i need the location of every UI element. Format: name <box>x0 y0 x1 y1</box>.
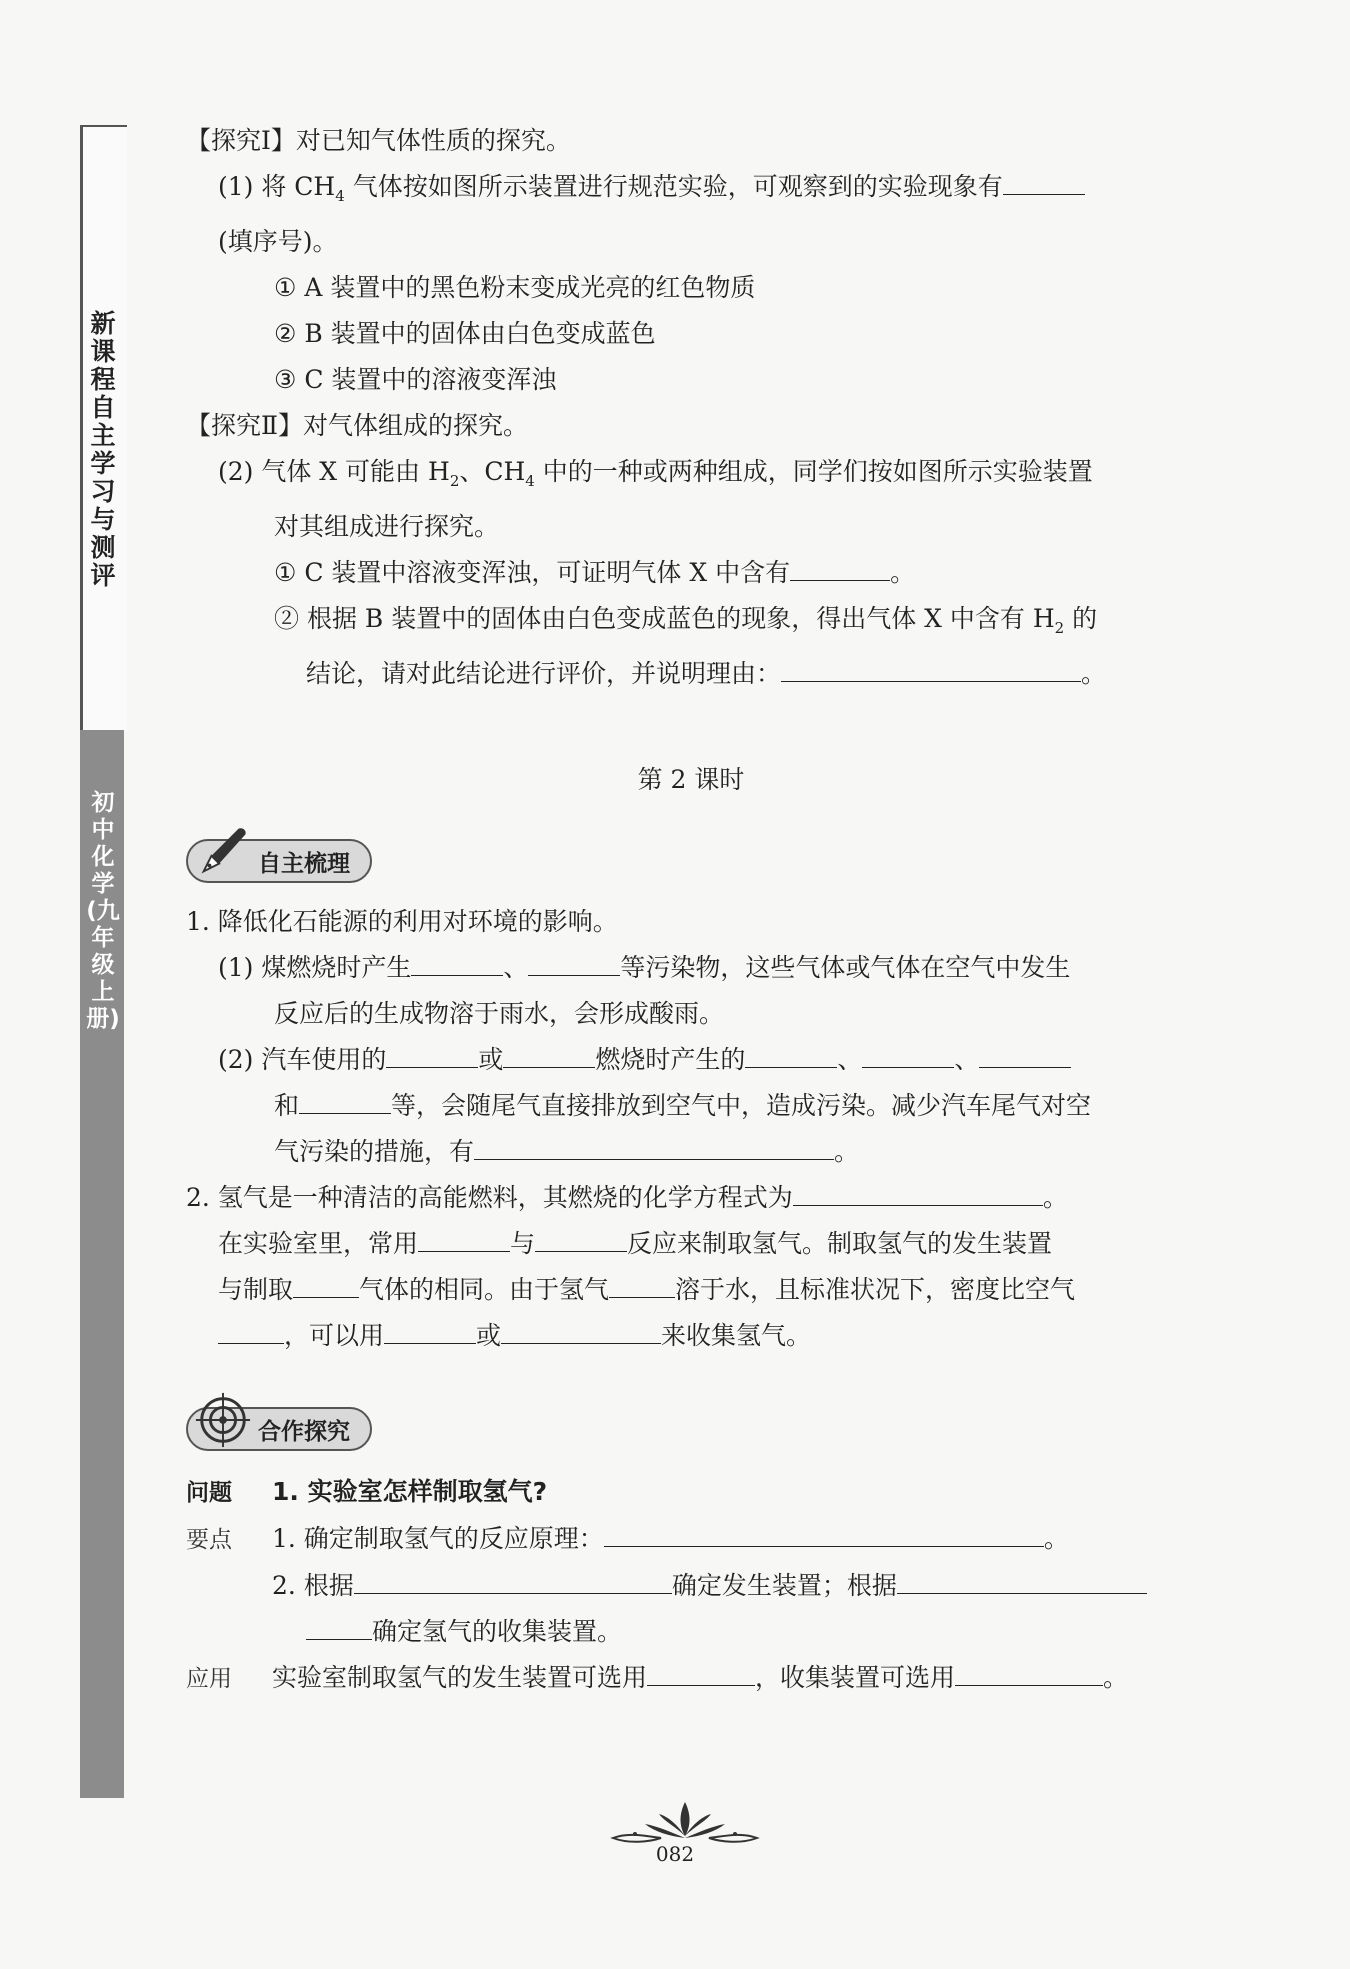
sidebar-subject-label: 初中化学(九年级上册) <box>86 790 120 1032</box>
question-2-option-1: ① C 装置中溶液变浑浊，可证明气体 X 中含有 。 <box>186 550 1196 596</box>
answer-blank[interactable] <box>647 1655 755 1686</box>
question-1-line2: (填序号)。 <box>218 227 338 256</box>
question-2: (2) 气体 X 可能由 $H_2$、$CH_4$ 中的一种或两种组成，同学们按如图所示实验装置 <box>218 457 1093 490</box>
answer-blank[interactable] <box>306 1609 372 1640</box>
answer-blank[interactable] <box>501 1313 661 1344</box>
answer-blank[interactable] <box>793 1175 1043 1206</box>
answer-blank[interactable] <box>418 1221 510 1252</box>
question-heading: 问题 1. 实验室怎样制取氢气? <box>186 1477 548 1506</box>
answer-blank[interactable] <box>790 550 890 581</box>
inquiry1-title: 【探究Ⅰ】对已知气体性质的探究。 <box>186 126 571 155</box>
question-1: (1) 将 $CH_4$ 气体按如图所示装置进行规范实验，可观察到的实验现象有 <box>186 164 1196 219</box>
item-1-1-line2: 反应后的生成物溶于雨水，会形成酸雨。 <box>274 999 725 1028</box>
item-2-line3: 与制取 气体的相同。由于氢气 溶于水，且标准状况下，密度比空气 <box>186 1267 1196 1313</box>
answer-blank[interactable] <box>386 1037 478 1068</box>
item-1-2-line2: 和 等，会随尾气直接排放到空气中，造成污染。减少汽车尾气对空 <box>186 1083 1196 1129</box>
answer-blank[interactable] <box>609 1267 675 1298</box>
item-2: 2. 氢气是一种清洁的高能燃料，其燃烧的化学方程式为 。 <box>186 1175 1196 1221</box>
question-2-line2: 对其组成进行探究。 <box>274 512 500 541</box>
item-2-line4: ，可以用 或 来收集氢气。 <box>186 1313 1196 1359</box>
answer-blank[interactable] <box>979 1037 1071 1068</box>
key-point-2-line2: 确定氢气的收集装置。 <box>186 1609 1196 1655</box>
answer-blank[interactable] <box>604 1516 1044 1547</box>
answer-blank[interactable] <box>781 651 1081 682</box>
inquiry2-title: 【探究Ⅱ】对气体组成的探究。 <box>186 411 528 440</box>
answer-blank[interactable] <box>384 1313 476 1344</box>
question-2-option-2-line2: 结论，请对此结论进行评价，并说明理由： 。 <box>186 651 1196 697</box>
answer-blank[interactable] <box>528 945 620 976</box>
question-2-option-2: ② 根据 B 装置中的固体由白色变成蓝色的现象，得出气体 X 中含有 $H_2$ 的 <box>274 604 1098 637</box>
answer-blank[interactable] <box>745 1037 837 1068</box>
target-icon <box>194 1391 252 1449</box>
answer-blank[interactable] <box>218 1313 284 1344</box>
option-3: ③ C 装置中的溶液变浑浊 <box>274 365 557 394</box>
item-1-1: (1) 煤燃烧时产生 、 等污染物，这些气体或气体在空气中发生 <box>186 945 1196 991</box>
answer-blank[interactable] <box>897 1563 1147 1594</box>
item-1-2-line3: 气污染的措施，有 。 <box>186 1129 1196 1175</box>
pen-icon <box>194 823 252 881</box>
item-2-line2: 在实验室里，常用 与 反应来制取氢气。制取氢气的发生装置 <box>186 1221 1196 1267</box>
answer-blank[interactable] <box>354 1563 672 1594</box>
sidebar-book-title: 新课程自主学习与测评 <box>90 309 116 590</box>
answer-blank[interactable] <box>411 945 503 976</box>
application: 应用 实验室制取氢气的发生装置可选用 ，收集装置可选用 。 <box>186 1655 1196 1702</box>
answer-blank[interactable] <box>299 1083 391 1114</box>
lesson-title: 第 2 课时 <box>637 765 745 794</box>
answer-blank[interactable] <box>1003 164 1085 195</box>
answer-blank[interactable] <box>862 1037 954 1068</box>
page-number: 082 <box>655 1842 695 1866</box>
page-content <box>186 118 1196 1702</box>
key-point-1: 要点 1. 确定制取氢气的反应原理： 。 <box>186 1516 1196 1563</box>
item-1: 1. 降低化石能源的利用对环境的影响。 <box>186 907 618 936</box>
answer-blank[interactable] <box>955 1655 1103 1686</box>
section-header-self-study: 自主梳理 <box>186 839 372 883</box>
answer-blank[interactable] <box>503 1037 595 1068</box>
item-1-2: (2) 汽车使用的 或 燃烧时产生的 、 、 <box>186 1037 1196 1083</box>
option-2: ② B 装置中的固体由白色变成蓝色 <box>274 319 656 348</box>
option-1: ① A 装置中的黑色粉末变成光亮的红色物质 <box>274 273 756 302</box>
answer-blank[interactable] <box>474 1129 834 1160</box>
key-point-2: 2. 根据 确定发生装置；根据 <box>186 1563 1196 1609</box>
section-header-cooperative-inquiry: 合作探究 <box>186 1407 372 1451</box>
answer-blank[interactable] <box>535 1221 627 1252</box>
answer-blank[interactable] <box>293 1267 359 1298</box>
